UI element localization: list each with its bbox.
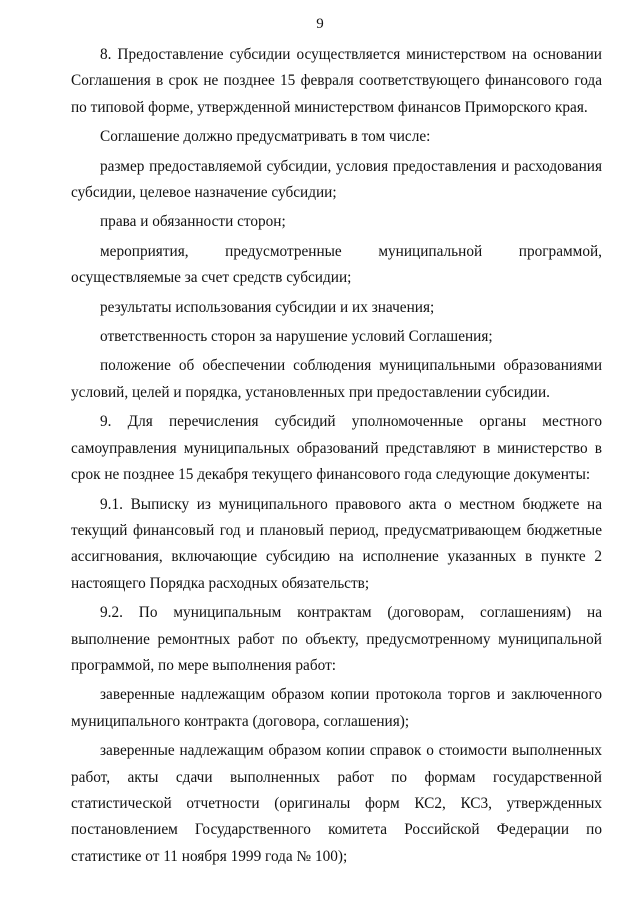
paragraph-rights: права и обязанности сторон;	[100, 213, 286, 231]
paragraph-8: 8. Предоставление субсидии осуществляется министерством на основании Соглашения в срок не позднее 15 февраля соответствующего финансового года по типовой форме, утвержденной министерством финансов Приморского края.	[71, 46, 602, 116]
paragraph-measures: мероприятия, предусмотренные муниципальной программой, осуществляемые за счет средств субсидии;	[71, 242, 602, 287]
document-body	[71, 42, 602, 870]
paragraph-results: результаты использования субсидии и их значения;	[100, 298, 435, 316]
page-number: 9	[316, 16, 324, 32]
paragraph-9-2: 9.2. По муниципальным контрактам (договорам, соглашениям) на выполнение ремонтных работ по объекту, предусмотренному муниципальной программой, по мере выполнения работ:	[71, 604, 602, 674]
paragraph-9-1: 9.1. Выписку из муниципального правового акта о местном бюджете на текущий финансовый год и плановый период, предусматривающем бюджетные ассигнования, включающие субсидию на исполнение указанных в пункте 2 настоящего Порядка расходных обязательств;	[71, 495, 602, 592]
paragraph-contract-copies: заверенные надлежащим образом копии протокола торгов и заключенного муниципального контракта (договора, соглашения);	[71, 686, 602, 730]
paragraph-9: 9. Для перечисления субсидий уполномоченные органы местного самоуправления муниципальных образований представляют в министерство в срок не позднее 15 декабря текущего финансового года следующие документы:	[71, 413, 602, 484]
paragraph-work-certificates: заверенные надлежащим образом копии справок о стоимости выполненных работ, акты сдачи выполненных работ по формам государственной статистической отчетности (оригиналы форм КС2, КС3, утвержденных постановлением Государственного комитета Российской Федерации по статистике от 11 ноября 1999 года № 100);	[71, 742, 602, 865]
paragraph-agreement-intro: Соглашение должно предусматривать в том числе:	[100, 128, 431, 146]
paragraph-responsibility: ответственность сторон за нарушение условий Соглашения;	[100, 328, 493, 346]
paragraph-subsidy-amount: размер предоставляемой субсидии, условия предоставления и расходования субсидии, целевое назначение субсидии;	[71, 157, 602, 202]
paragraph-compliance: положение об обеспечении соблюдения муниципальными образованиями условий, целей и порядка, установленных при предоставлении субсидии.	[71, 357, 602, 401]
